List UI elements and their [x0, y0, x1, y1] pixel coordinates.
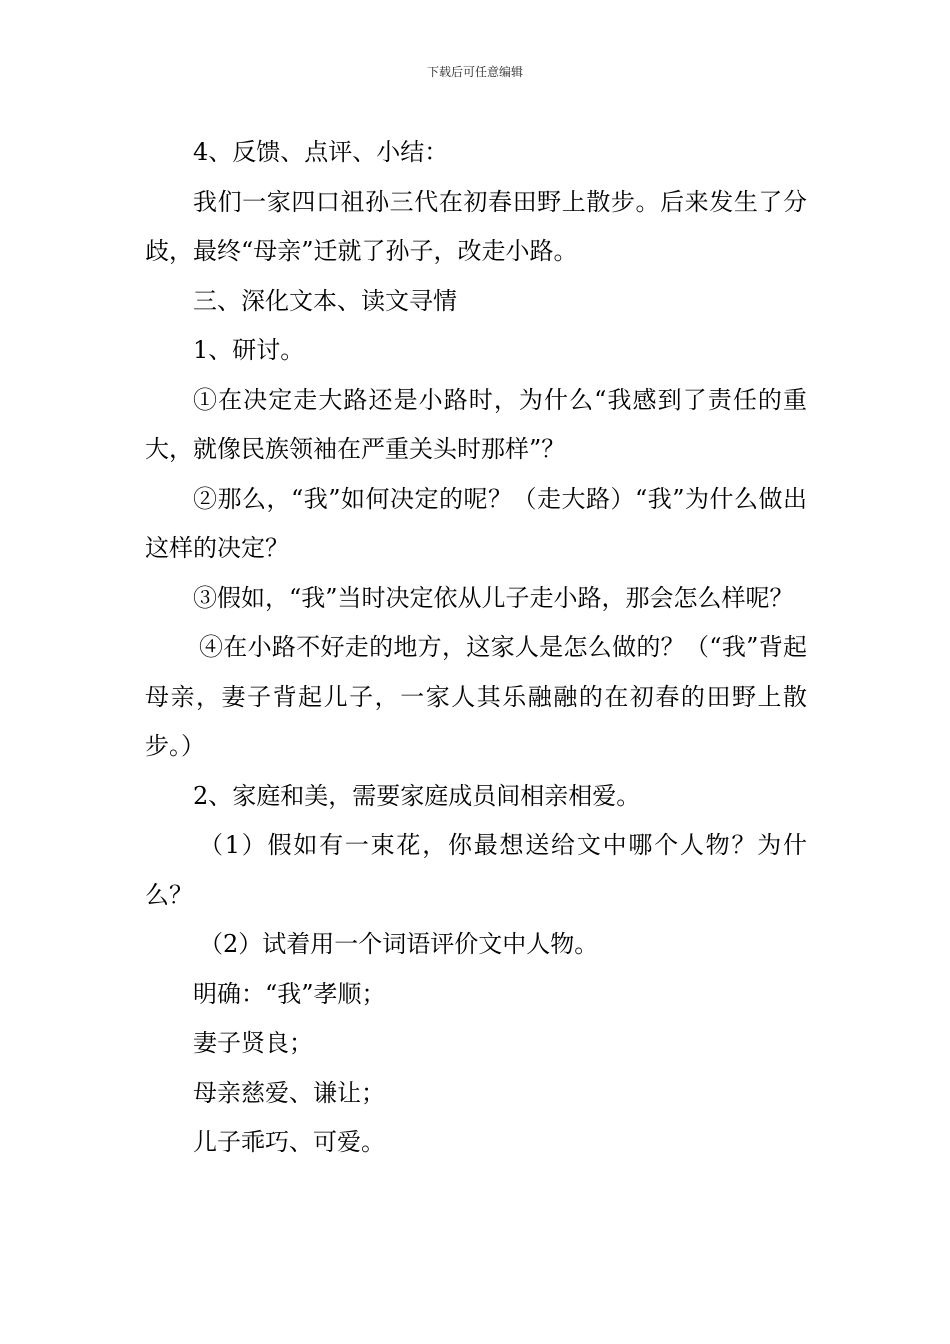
paragraph-answer-son: 儿子乖巧、可爱。: [193, 1128, 385, 1156]
paragraph-family-harmony: 2、家庭和美，需要家庭成员间相亲相爱。: [193, 781, 641, 810]
paragraph-question-3: ③假如，“我”当时决定依从儿子走小路，那会怎么样呢？: [193, 583, 794, 612]
paragraph-summary: 我们一家四口祖孙三代在初春田野上散步。后来发生了分歧，最终“母亲”迁就了孙子，改走小路。: [145, 187, 807, 265]
document-body: [145, 128, 807, 1168]
paragraph-feedback-heading: 4、反馈、点评、小结：: [193, 138, 449, 166]
paragraph-answer-wife: 妻子贤良；: [193, 1029, 313, 1057]
paragraph-answer-me: 明确：“我”孝顺；: [193, 979, 386, 1008]
paragraph-question-1: ①在决定走大路还是小路时，为什么“我感到了责任的重大，就像民族领袖在严重关头时那样”？: [145, 385, 807, 463]
paragraph-section-three-heading: 三、深化文本、读文寻情: [193, 286, 457, 315]
paragraph-evaluate-question: （2）试着用一个词语评价文中人物。: [199, 930, 599, 958]
paragraph-answer-mother: 母亲慈爱、谦让；: [193, 1078, 385, 1107]
paragraph-question-4: ④在小路不好走的地方，这家人是怎么做的？（“我”背起母亲，妻子背起儿子，一家人其乐融融的在初春的田野上散步。）: [145, 633, 807, 760]
page-header: 下载后可任意编辑: [426, 65, 523, 79]
paragraph-flower-question: （1）假如有一束花，你最想送给文中哪个人物？为什么？: [145, 831, 807, 909]
paragraph-discussion-heading: 1、研讨。: [193, 336, 305, 364]
paragraph-question-2: ②那么，“我”如何决定的呢？（走大路）“我”为什么做出这样的决定？: [145, 484, 807, 562]
